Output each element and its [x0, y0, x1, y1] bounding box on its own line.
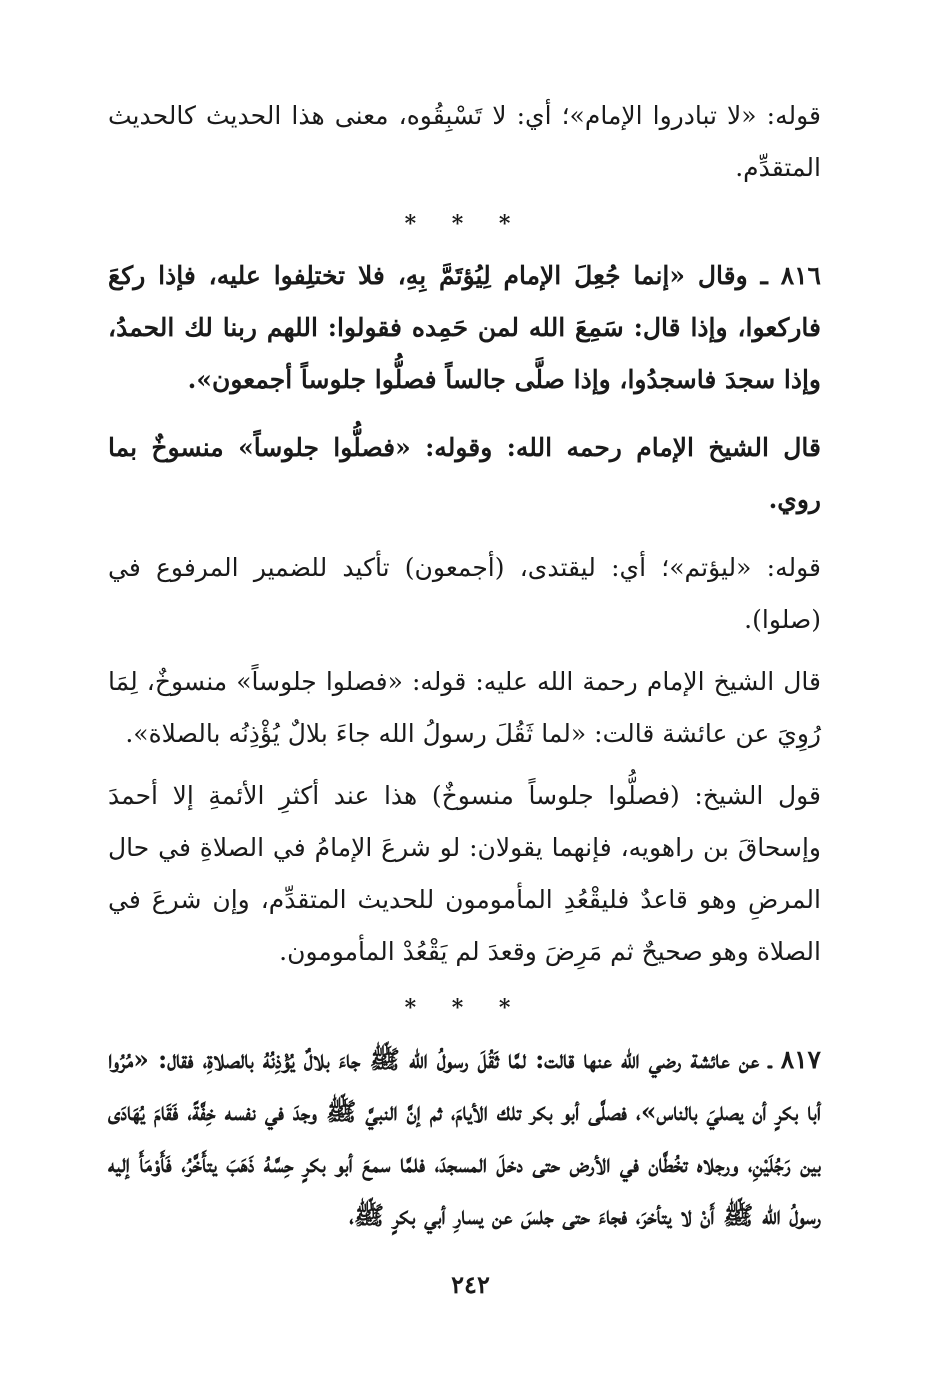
page-number: ٢٤٢ [451, 1270, 490, 1299]
section-separator: * * * [404, 211, 525, 237]
hadith-817: ٨١٧ ـ عن عائشة رضي الله عنها قالت: لمَّا ثَقُلَ رسولُ الله ﷺ جاءَ بلالٌ يُؤْذِنُهُ بالصلاةِ، فقال: «مُرُوا أبا بكرٍ أن يصليَ بالناس»، فصلَّى أبو بكر تلك الأيامَ، ثم إنَّ النبيَّ ﷺ وجدَ في نفسه خِفَّةً، فَقَامَ يُهَادَى بين رَجُلَيْنِ، ورجلاه تخُطَّان في الأرض حتى دخلَ المسجدَ، فلمَّا سمعَ أبو بكرٍ حِسَّهُ ذَهَبَ يتأَخَّرُ، فَأَوْمَأَ إليه رسولُ الله ﷺ أَنْ لا يتأخرَ، فجاءَ حتى جلسَ عن يسارِ أبي بكرٍ ﷺ، [108, 1045, 821, 1230]
paragraph-4: قوله: «ليؤتم»؛ أي: ليقتدى، (أجمعون) تأكيد للضمير المرفوع في (صلوا). [108, 553, 821, 634]
paragraph-1: قوله: «لا تبادروا الإمام»؛ أي: لا تَسْبِقُوه، معنى هذا الحديث كالحديث المتقدِّم. [108, 101, 821, 182]
paragraph-5: قال الشيخ الإمام رحمة الله عليه: قوله: «فصلوا جلوساً» منسوخٌ، لِمَا رُوِيَ عن عائشة قالت: «لما ثَقُلَ رسولُ الله جاءَ بلالٌ يُؤْذِنُه بالصلاة». [108, 667, 821, 748]
hadith-816: ٨١٦ ـ وقال «إنما جُعِلَ الإمام لِيُؤتَمَّ بِهِ، فلا تختلِفوا عليه، فإذا ركعَ فاركعوا، وإذا قال: سَمِعَ الله لمن حَمِده فقولوا: اللهم ربنا لك الحمدُ، وإذا سجدَ فاسجدُوا، وإذا صلَّى جالساً فصلُّوا جلوساً أجمعون». [108, 261, 821, 394]
paragraph-3: قال الشيخ الإمام رحمه الله: وقوله: «فصلُّوا جلوساً» منسوخٌ بما روي. [108, 433, 821, 514]
paragraph-6: قول الشيخ: (فصلُّوا جلوساً منسوخٌ) هذا عند أكثرِ الأئمةِ إلا أحمدَ وإسحاقَ بن راهويه، فإنهما يقولان: لو شرعَ الإمامُ في الصلاةِ في حال المرضِ وهو قاعدٌ فليقْعُدِ المأمومون للحديث المتقدِّم، وإن شرعَ في الصلاة وهو صحيحٌ ثم مَرِضَ وقعدَ لم يَقْعُدْ المأمومون. [108, 781, 821, 966]
section-separator-2: * * * [404, 995, 525, 1021]
page-body [108, 90, 821, 1242]
